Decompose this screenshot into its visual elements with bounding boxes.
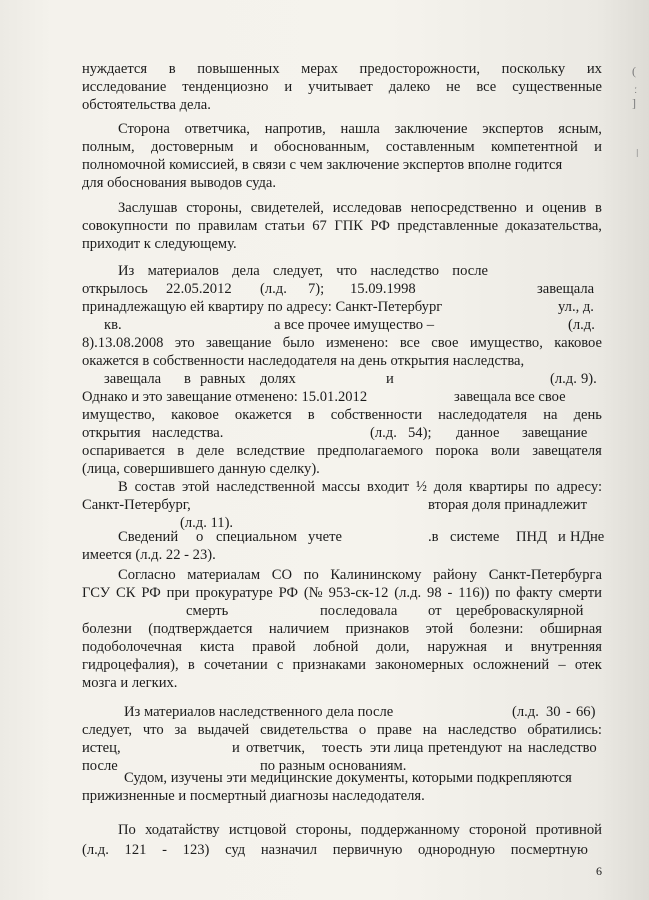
text-line: нуждается в повышенных мерах предосторожности, поскольку их xyxy=(82,61,602,77)
text-line: В состав этой наследственной массы входит ½ доля квартиры по адресу: xyxy=(118,479,602,495)
text-line: обстоятельства дела. xyxy=(82,97,211,113)
text-line: Заслушав стороны, свидетелей, исследовав непосредственно и оценив в xyxy=(118,200,602,216)
margin-mark: ] xyxy=(632,96,636,110)
text-line: мозга и легких. xyxy=(82,675,178,691)
margin-mark: ǀ xyxy=(636,146,639,160)
text-line: имущество, каковое окажется в собственности наследодателя на день xyxy=(82,407,602,423)
text-line: Из материалов дела следует, что наследство после xyxy=(118,263,488,279)
margin-mark: ( xyxy=(632,64,636,78)
text-line: ГСУ СК РФ при прокуратуре РФ (№ 953-ск-12 (л.д. 98 - 116)) по факту смерти xyxy=(82,585,602,601)
text-line: 8).13.08.2008 это завещание было изменено: все свое имущество, каковое xyxy=(82,335,602,351)
text-line: (лица, совершившего данную сделку). xyxy=(82,461,320,477)
text-line: оспаривается в деле вследствие предполагаемого порока воли завещателя xyxy=(82,443,602,459)
text-line: гидроцефалия), в сочетании с признаками закономерных осложнений – отек xyxy=(82,657,602,673)
text-line: приходит к следующему. xyxy=(82,236,237,252)
margin-mark: ː xyxy=(634,82,638,96)
text-line: окажется в собственности наследодателя на день открытия наследства, xyxy=(82,353,525,369)
text-line: Судом, изучены эти медицинские документы, которыми подкрепляются xyxy=(124,770,572,786)
text-line: прижизненные и посмертный диагнозы наследодателя. xyxy=(82,788,425,804)
text-line: Сторона ответчика, напротив, нашла заключение экспертов ясным, xyxy=(118,121,602,137)
page-number: 6 xyxy=(596,864,602,878)
text-line: полномочной комиссией, в связи с чем заключение экспертов вполне годится xyxy=(82,157,563,173)
text-line: исследование тенденциозно и учитывает далеко не все существенные xyxy=(82,79,602,95)
text-line: подоболочечная киста правой лобной доли, наружная и внутренняя xyxy=(82,639,602,655)
text-line: полным, достоверным и обоснованным, составленным компетентной и xyxy=(82,139,602,155)
text-line: для обоснования выводов суда. xyxy=(82,175,277,191)
text-line: (л.д. 121 - 123) суд назначил первичную однородную посмертную xyxy=(82,842,588,858)
text-line: Согласно материалам СО по Калининскому району Санкт-Петербурга xyxy=(118,567,602,583)
text-line: имеется (л.д. 22 - 23). xyxy=(82,547,216,563)
document-page: ( ː ] ǀ нуждается в повышенных мерах предосторожности, поскольку их исследование тенденциозно и учитывает далеко не все существенные обстоятельства дела. Сторона ответчика, напротив, нашла заключение экспертов ясным, полным, достоверным и обоснованным, составленным компетентной и полномочной комиссией, в связи с чем заключение экспертов вполне годится для обоснования выводов суда. Заслушав стороны, свидетелей, исследовав непосредственно и оценив в совокупности по правилам статьи 67 ГПК РФ представленные доказательства, приходит к следующему. Из материалов дела следует, что наследство после открылось 22.05.2012 (л.д. 7); 15.09.1998 завещала принадлежащую ей квартиру по адресу: Санкт-Петербург ул., д. кв. а все прочее имущество – (л.д. 8).13.08.2008 это завещание было изменено: все свое имущество, каковое окажется в собственности наследодателя на день открытия наследства, завещала в равных долях и (л.д. 9). Однако и это завещание отменено: 15.01.2012 завещала все свое имущество, каковое окажется в собственности наследодателя на день открытия наследства. (л.д. 54); данное завещание оспаривается в деле вследствие предполагаемого порока воли завещателя (лица, совершившего данную сделку). В состав этой наследственной массы входит ½ доля квартиры по адресу: Санкт-Петербург, вторая доля принадлежит (л.д. 11). Сведений о специальном учете .в системе ПНД и НД не имеется (л.д. 22 - 23). Согласно материалам СО по Калининскому району Санкт-Петербурга ГСУ СК РФ при прокуратуре РФ (№ 953-ск-12 (л.д. 98 - 116)) по факту смерти смерть последовала от цереброваскулярной болезни (подтверждается наличием признаков этой болезни: обширная подоболочечная киста правой лобной доли, наружная и внутренняя гидроцефалия), в сочетании с признаками закономерных осложнений – отек мозга и легких. Из материалов наследственного дела после (л.д. 30 - 66) следует, что за выдачей свидетельства о праве на наследство обратились: истец, и ответчик, то есть эти лица претендуют на наследство после по разным основаниям. Судом, изучены эти медицинские документы, которыми подкрепляются прижизненные и посмертный диагнозы наследодателя. По ходатайству истцовой стороны, поддержанному стороной противной (л.д. 121 - 123) суд назначил первичную однородную посмертную 6 xyxy=(0,0,649,900)
text-line: совокупности по правилам статьи 67 ГПК РФ представленные доказательства, xyxy=(82,218,602,234)
text-line: По ходатайству истцовой стороны, поддержанному стороной противной xyxy=(118,822,602,838)
text-line: следует, что за выдачей свидетельства о праве на наследство обратились: xyxy=(82,722,602,738)
text-line: болезни (подтверждается наличием признаков этой болезни: обширная xyxy=(82,621,602,637)
